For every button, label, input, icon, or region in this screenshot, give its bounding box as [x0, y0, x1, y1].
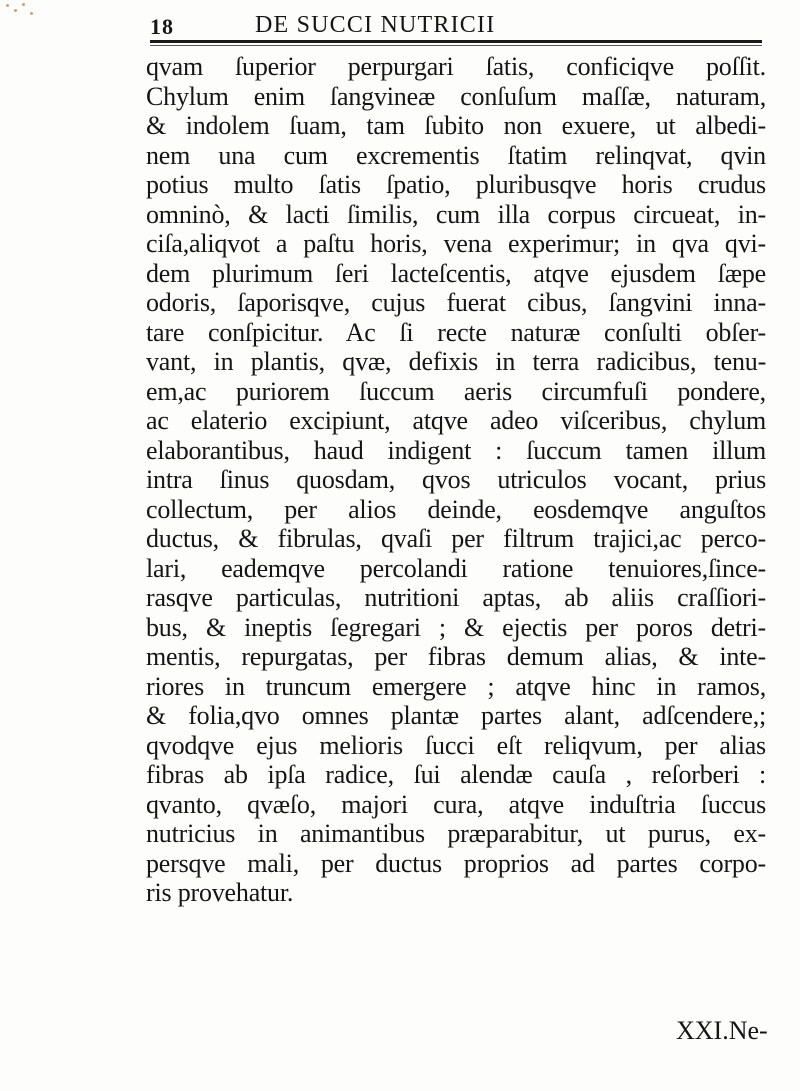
text-line: fibras ab ipſa radice, ſui alendæ cauſa , reſorberi :	[146, 760, 767, 789]
text-line: riores in truncum emergere ; atqve hinc in ramos,	[146, 671, 767, 701]
text-line: nem una cum excrementis ſtatim relinqvat, qvin	[146, 140, 766, 170]
body-text	[146, 52, 766, 908]
text-line: mentis, repurgatas, per fibras demum alias, & inte-	[146, 642, 766, 671]
text-line: qvam ſuperior perpurgari ſatis, conficiqve poſſit.	[146, 52, 766, 81]
text-line: ductus, & fibrulas, qvaſi per filtrum trajici,ac perco-	[146, 524, 766, 553]
text-line: tare conſpicitur. Ac ſi recte naturæ conſulti obſer-	[146, 317, 766, 347]
text-line: nutricius in animantibus præparabitur, ut purus, ex-	[146, 819, 766, 848]
text-line: Chylum enim ſangvineæ conſuſum maſſæ, naturam,	[146, 81, 766, 111]
text-line: & indolem ſuam, tam ſubito non exuere, ut albedi-	[146, 111, 767, 140]
text-line: qvodqve ejus melioris ſucci eſt reliqvum, per alias	[146, 730, 766, 760]
catchword: XXI.Ne-	[676, 1016, 768, 1045]
text-line: em,ac puriorem ſuccum aeris circumfuſi pondere,	[146, 376, 766, 406]
text-line: collectum, per alios deinde, eosdemqve anguſtos	[146, 494, 766, 524]
text-line: odoris, ſaporisqve, cujus fuerat cibus, ſangvini inna-	[146, 288, 766, 317]
text-line: ris provehatur.	[146, 878, 294, 907]
running-title: DE SUCCI NUTRICII	[255, 12, 496, 38]
text-line: ciſa,aliqvot a paſtu horis, vena experimur; in qva qvi-	[146, 229, 766, 258]
header-rule-thin	[150, 45, 762, 46]
text-line: intra ſinus quosdam, qvos utriculos vocant, prius	[146, 465, 767, 494]
text-line: potius multo ſatis ſpatio, pluribusqve horis crudus	[146, 170, 766, 199]
text-line: lari, eademqve percolandi ratione tenuiores,ſince-	[146, 553, 766, 583]
text-line: vant, in plantis, qvæ, defixis in terra radicibus, tenu-	[146, 347, 767, 376]
text-line: elaborantibus, haud indigent : ſuccum tamen illum	[146, 435, 767, 465]
text-line: bus, & ineptis ſegregari ; & ejectis per poros detri-	[146, 612, 766, 642]
page-number: 18	[150, 14, 174, 39]
text-line: qvanto, qvæſo, majori cura, atqve induſtria ſuccus	[146, 789, 767, 819]
text-line: dem plurimum ſeri lacteſcentis, atqve ejusdem ſæpe	[146, 258, 766, 288]
text-line: persqve mali, per ductus proprios ad partes corpo-	[146, 848, 766, 878]
text-line: omninò, & lacti ſimilis, cum illa corpus circueat, in-	[146, 199, 767, 229]
text-line: & folia,qvo omnes plantæ partes alant, adſcendere,;	[146, 701, 767, 730]
text-line: ac elaterio excipiunt, atqve adeo viſceribus, chylum	[146, 406, 767, 435]
corner-ink-stain	[0, 0, 40, 28]
running-head	[150, 8, 760, 42]
text-line: rasqve particulas, nutritioni aptas, ab aliis craſſiori-	[146, 583, 767, 612]
header-rule	[150, 40, 762, 43]
